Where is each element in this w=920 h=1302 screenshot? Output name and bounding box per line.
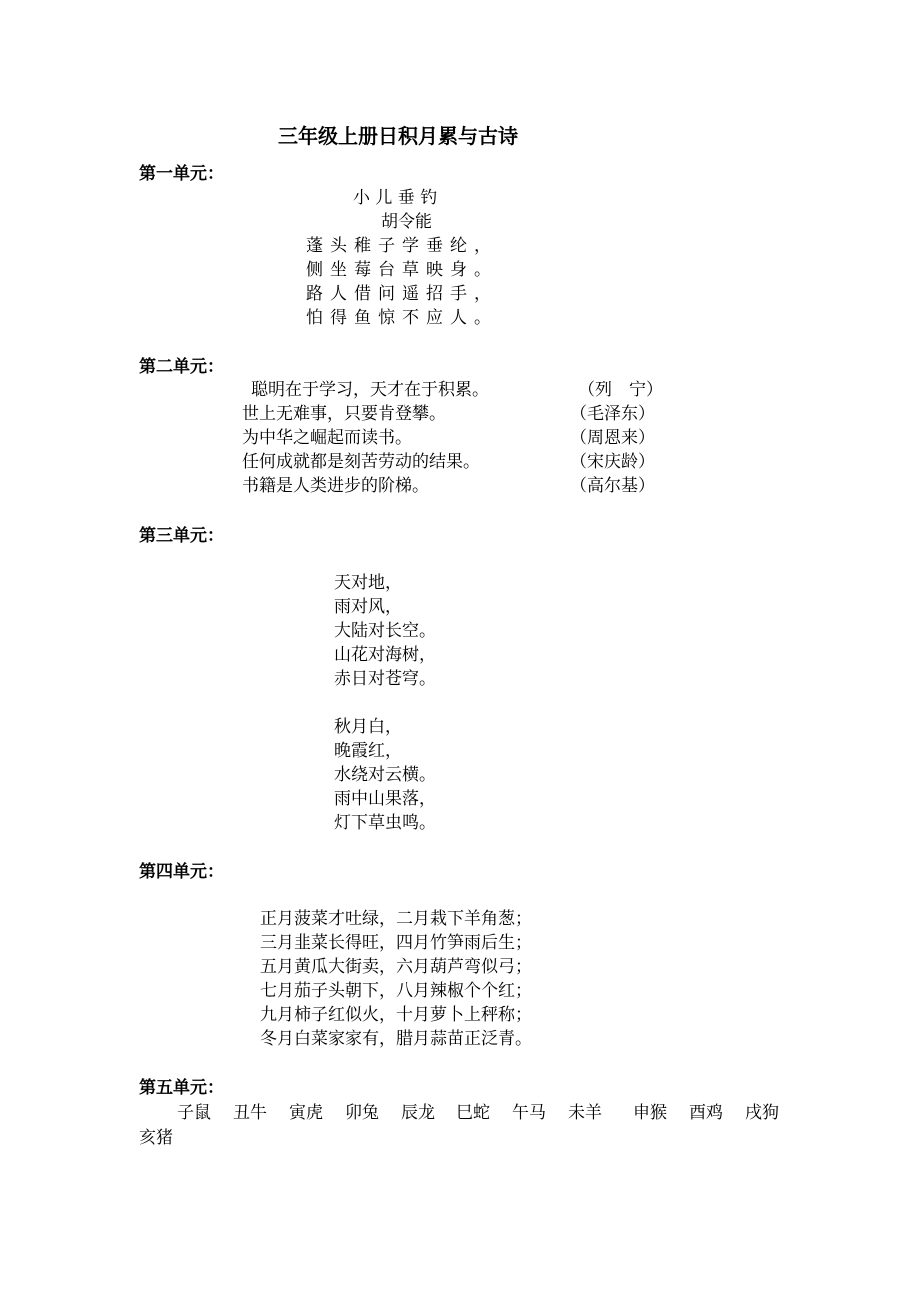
poem-line: 怕得鱼惊不应人。 <box>306 308 498 328</box>
rhyme-line: 九月柿子红似火，十月萝卜上秤称； <box>260 1005 532 1025</box>
poem-title: 小 儿 垂 钓 <box>353 188 438 208</box>
zodiac-item: 卯兔 <box>345 1103 379 1123</box>
unit-5-heading: 第五单元： <box>139 1078 224 1098</box>
quote-author: （高尔基） <box>570 476 655 496</box>
unit-2-heading: 第二单元： <box>139 357 224 377</box>
zodiac-item: 午马 <box>512 1103 546 1123</box>
rhyme-line: 三月韭菜长得旺，四月竹笋雨后生； <box>260 933 532 953</box>
zodiac-item: 亥猪 <box>139 1128 173 1148</box>
zodiac-item: 丑牛 <box>233 1103 267 1123</box>
couplet-line: 雨中山果落， <box>334 789 436 809</box>
zodiac-item: 未羊 <box>568 1103 602 1123</box>
couplet-line: 秋月白， <box>334 717 402 737</box>
couplet-line: 赤日对苍穹。 <box>334 669 436 689</box>
rhyme-line: 冬月白菜家家有，腊月蒜苗正泛青。 <box>260 1029 532 1049</box>
quote-text: 为中华之崛起而读书。 <box>242 428 412 448</box>
couplet-line: 晚霞红， <box>334 741 402 761</box>
couplet-line: 大陆对长空。 <box>334 621 436 641</box>
rhyme-line: 七月茄子头朝下，八月辣椒个个红； <box>260 981 532 1001</box>
couplet-line: 灯下草虫鸣。 <box>334 813 436 833</box>
quote-author: （列 宁） <box>578 380 663 400</box>
couplet-line: 雨对风， <box>334 597 402 617</box>
quote-text: 书籍是人类进步的阶梯。 <box>242 476 429 496</box>
zodiac-item: 戌狗 <box>745 1103 779 1123</box>
zodiac-item: 申猴 <box>633 1103 667 1123</box>
quote-author: （周恩来） <box>570 428 655 448</box>
poem-line: 路人借问遥招手， <box>306 284 498 304</box>
couplet-line: 山花对海树， <box>334 645 436 665</box>
zodiac-item: 寅虎 <box>289 1103 323 1123</box>
zodiac-item: 巳蛇 <box>456 1103 490 1123</box>
quote-author: （宋庆龄） <box>570 452 655 472</box>
rhyme-line: 五月黄瓜大街卖，六月葫芦弯似弓； <box>260 957 532 977</box>
quote-text: 世上无难事，只要肯登攀。 <box>242 404 446 424</box>
poem-author: 胡令能 <box>381 212 432 232</box>
couplet-line: 水绕对云横。 <box>334 765 436 785</box>
unit-4-heading: 第四单元： <box>139 862 224 882</box>
quote-text: 聪明在于学习，天才在于积累。 <box>251 380 489 400</box>
page-title: 三年级上册日积月累与古诗 <box>278 124 518 148</box>
zodiac-item: 酉鸡 <box>689 1103 723 1123</box>
zodiac-item: 辰龙 <box>401 1103 435 1123</box>
unit-3-heading: 第三单元： <box>139 526 224 546</box>
couplet-line: 天对地， <box>334 573 402 593</box>
unit-1-heading: 第一单元： <box>139 164 224 184</box>
zodiac-item: 子鼠 <box>177 1103 211 1123</box>
poem-line: 蓬头稚子学垂纶， <box>306 236 498 256</box>
quote-text: 任何成就都是刻苦劳动的结果。 <box>242 452 480 472</box>
rhyme-line: 正月菠菜才吐绿，二月栽下羊角葱； <box>260 909 532 929</box>
quote-author: （毛泽东） <box>570 404 655 424</box>
poem-line: 侧坐莓台草映身。 <box>306 260 498 280</box>
